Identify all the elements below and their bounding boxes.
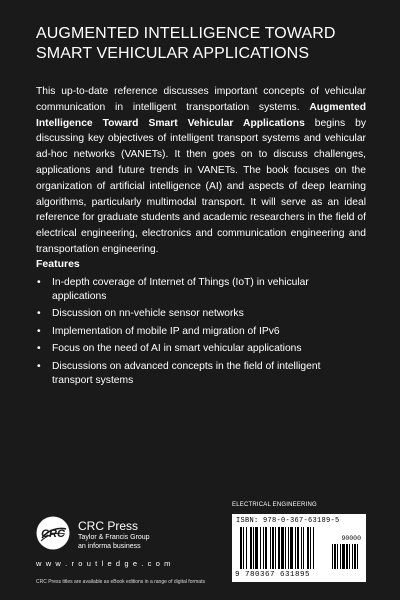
- description-bold-title: Augmented Intelligence Toward Smart Vehicular Applications: [36, 101, 366, 129]
- publisher-block: [36, 514, 196, 570]
- ebook-note: CRC Press titles are available as eBook editions in a range of digital formats: [36, 579, 205, 585]
- publisher-group: Taylor & Francis Group: [78, 534, 150, 541]
- description-intro: This up-to-date reference discusses important concepts of vehicular communication in intelligent transportation systems.: [36, 86, 366, 113]
- isbn-text: ISBN: 978-0-367-63189-5: [236, 517, 340, 525]
- feature-item: • In-depth coverage of Internet of Things (IoT) in vehicular applications: [37, 277, 309, 302]
- bullet-icon: •: [37, 343, 41, 355]
- feature-item: • Discussion on nn-vehicle sensor networks: [37, 308, 244, 320]
- logo-letters: CRC: [41, 528, 65, 540]
- bullet-icon: •: [37, 308, 41, 320]
- features-list: [36, 276, 356, 391]
- feature-item: • Discussions on advanced concepts in the field of intelligent transport systems: [37, 360, 321, 386]
- publisher-url: w w w . r o u t l e d g e . c o m: [36, 559, 172, 568]
- subject-category: ELECTRICAL ENGINEERING: [232, 502, 317, 508]
- book-description: [36, 84, 366, 258]
- features-heading: Features: [36, 258, 80, 270]
- title-line-1: AUGMENTED INTELLIGENCE TOWARD: [36, 25, 336, 42]
- book-title: [36, 24, 376, 64]
- price-code: 90000: [341, 535, 361, 542]
- title-line-2: SMART VEHICULAR APPLICATIONS: [36, 45, 310, 62]
- description-body: begins by discussing key objectives of intelligent transport systems and vehicular ad-hoc networks (VANETs). It then goes on to discuss challenges, applications and future trends in VANETs. The book focuses on the organization of artificial intelligence (AI) and aspects of deep learning algorithms, particularly multimodal transport. It will serve as an ideal reference for graduate students and academic researchers in the field of electrical engineering, electronics and communication engineering and transportation engineering.: [36, 117, 366, 255]
- bullet-icon: •: [37, 325, 41, 337]
- bullet-icon: •: [37, 360, 41, 372]
- feature-item: • Implementation of mobile IP and migration of IPv6: [37, 325, 280, 337]
- bullet-icon: •: [37, 277, 41, 288]
- publisher-name: CRC Press: [78, 519, 139, 533]
- feature-item: • Focus on the need of AI in smart vehicular applications: [37, 343, 302, 355]
- barcode-digits: 9 780367 631895: [235, 571, 311, 579]
- barcode-box: [232, 514, 366, 582]
- crc-press-logo-icon: [36, 516, 70, 550]
- publisher-tagline: an informa business: [78, 543, 141, 550]
